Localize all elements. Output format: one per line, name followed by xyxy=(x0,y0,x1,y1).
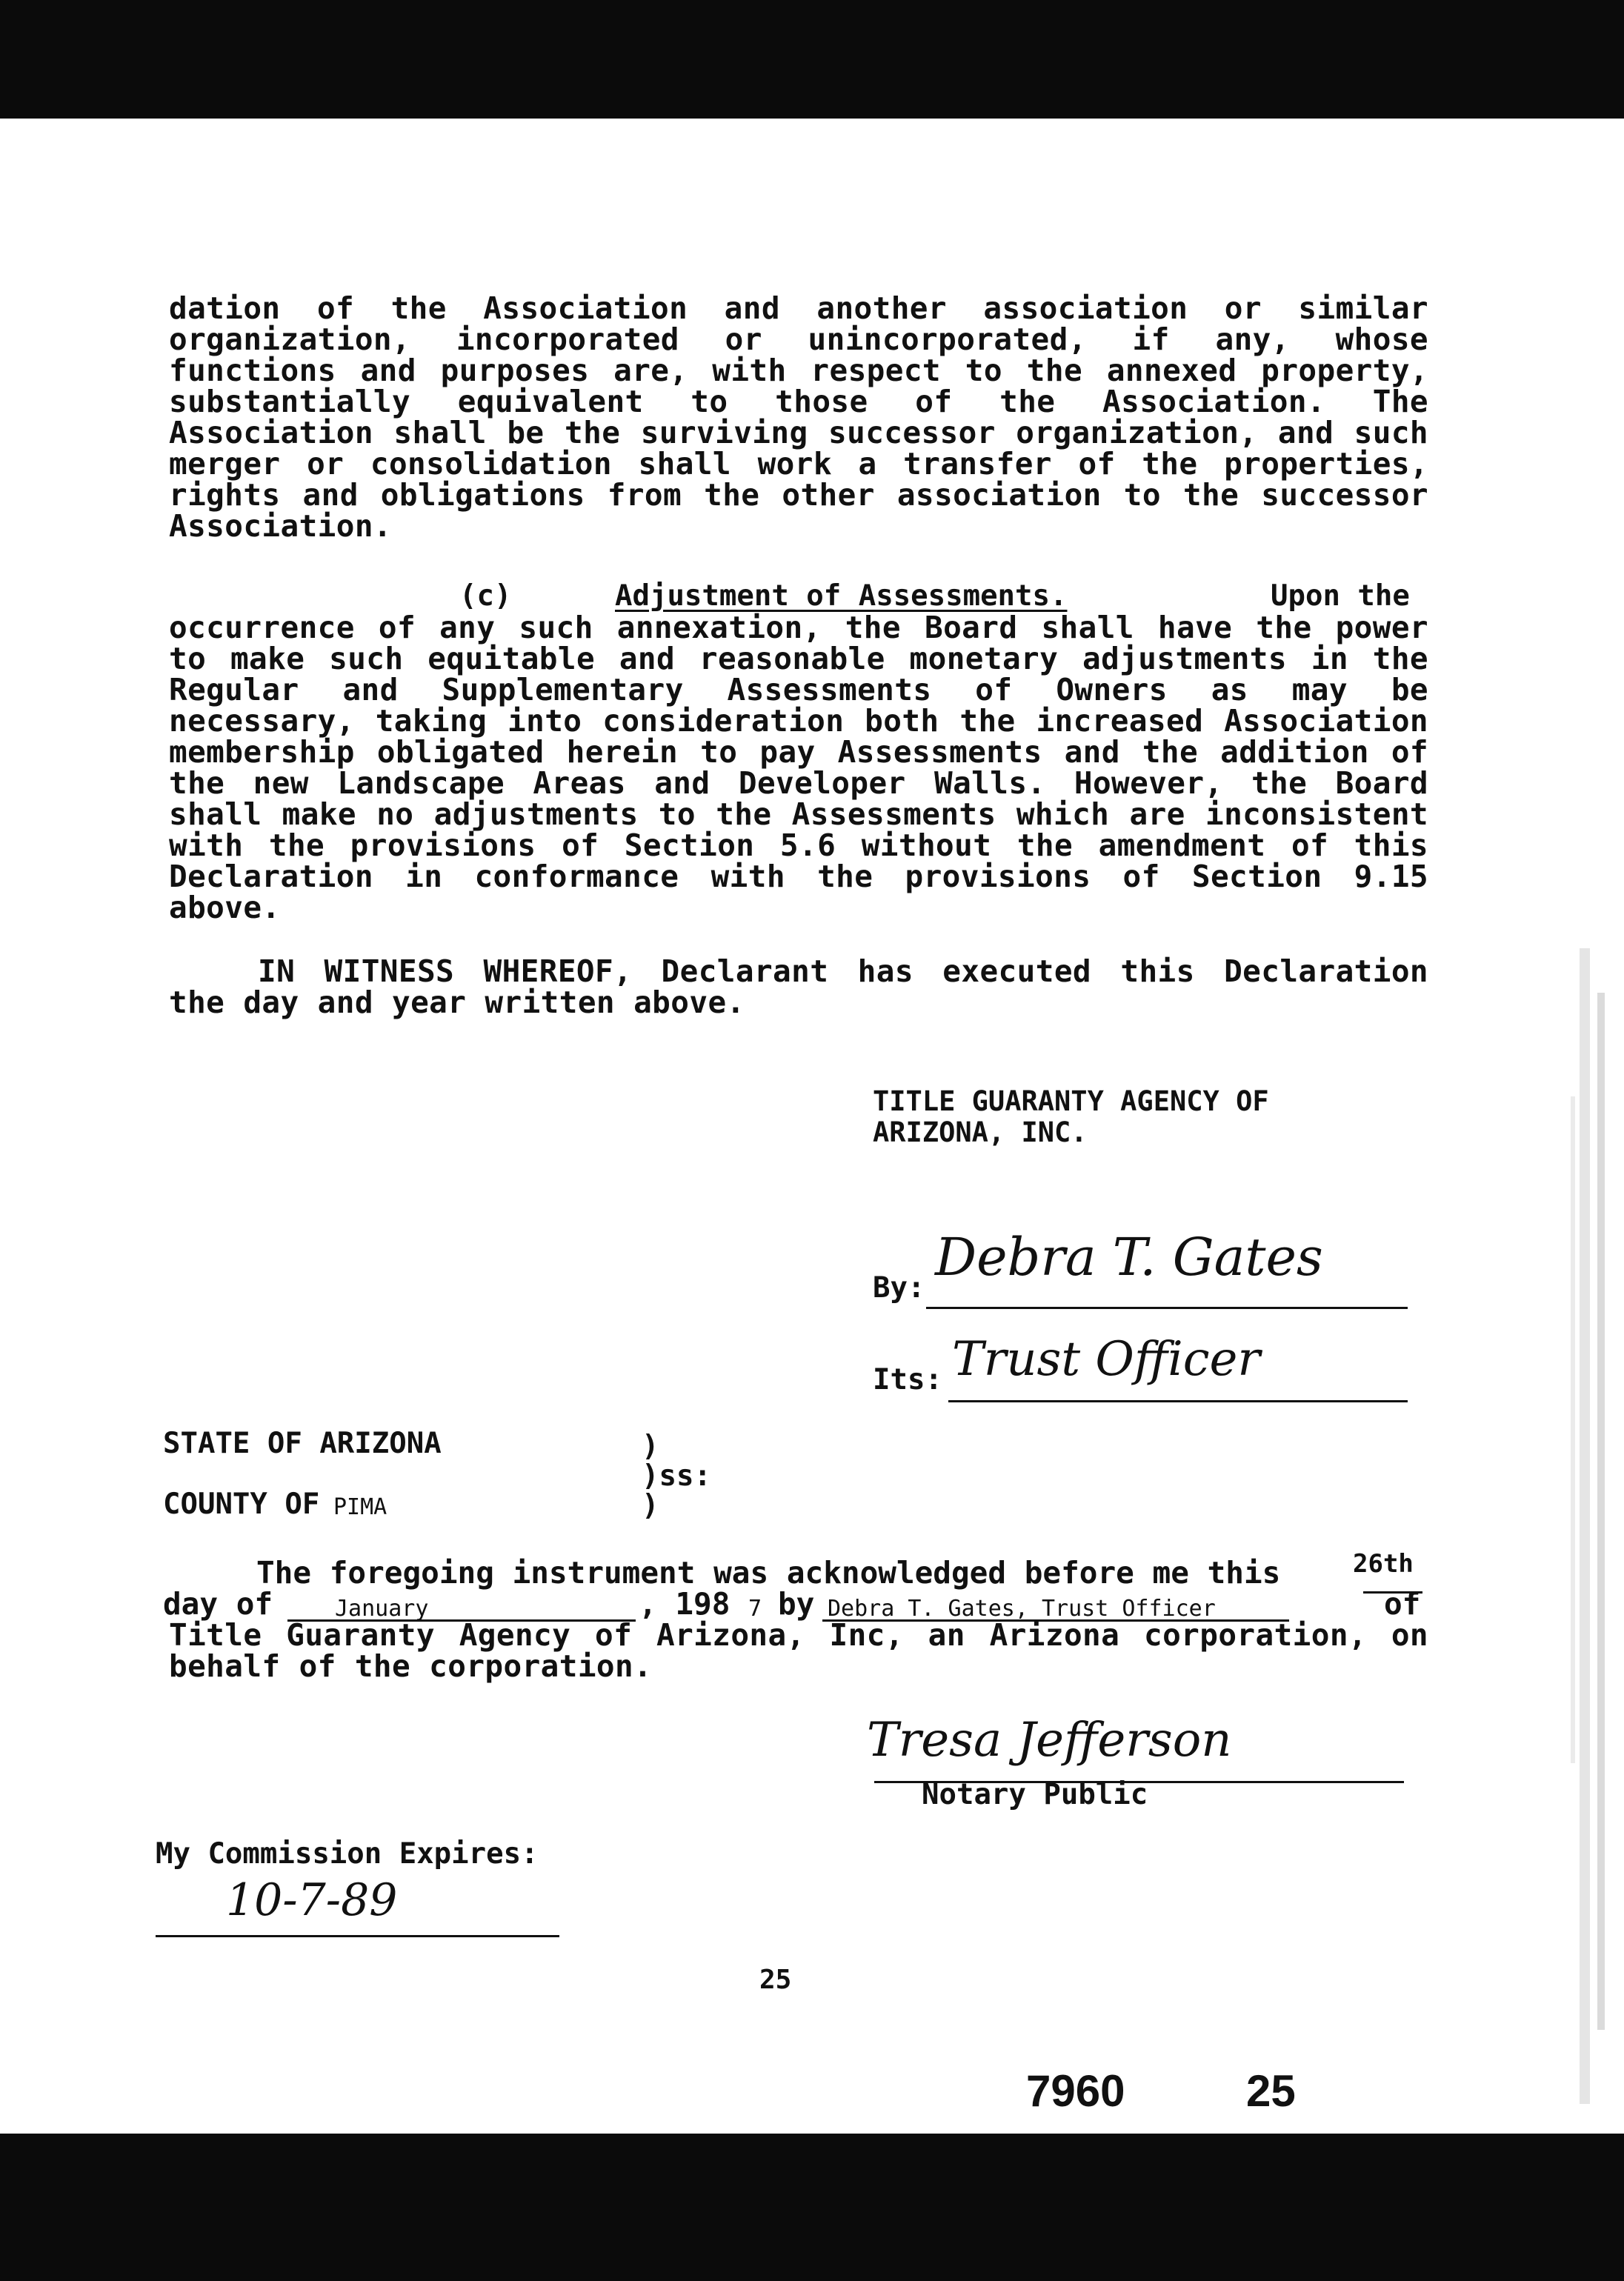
paragraph-merger: dation of the Association and another association or similar organization, incorporated or unincorporated, if any, whose functions and purposes are, with respect to the annexed property, substantially equivalent to those of the Association. The Association shall be the surviving successor organization, and such merger or consolidation shall work a transfer of the properties, rights and obligations from the other association to the successor Association. xyxy=(169,290,1428,544)
state-label: STATE OF ARIZONA xyxy=(163,1427,442,1460)
notary-signature: Tresa Jefferson xyxy=(867,1713,1232,1768)
by-signature-line xyxy=(926,1307,1408,1309)
by-signature: Debra T. Gates xyxy=(935,1227,1323,1288)
section-c-lead: Upon the xyxy=(1271,579,1410,613)
company-name-line1: TITLE GUARANTY AGENCY OF xyxy=(873,1085,1269,1117)
ack-day-line xyxy=(1363,1591,1422,1594)
ack-year-prefix: , 198 xyxy=(639,1586,731,1622)
ack-part1: The foregoing instrument was acknowledged before me this xyxy=(256,1555,1281,1591)
page-number: 25 xyxy=(759,1965,792,1995)
scan-edge-noise xyxy=(1565,948,1624,2104)
commission-date: 10-7-89 xyxy=(226,1874,398,1926)
county-label: COUNTY OF xyxy=(163,1488,320,1521)
scan-border-bottom xyxy=(0,2134,1624,2281)
ack-by: by xyxy=(778,1586,815,1622)
ack-of: of xyxy=(1384,1586,1421,1622)
witness-clause: IN WITNESS WHEREOF, Declarant has executed this Declaration the day and year written above. xyxy=(169,953,1428,1020)
ack-year-digit: 7 xyxy=(748,1596,762,1622)
venue-paren-1: ) xyxy=(642,1430,659,1463)
ack-name: Debra T. Gates, Trust Officer xyxy=(828,1596,1216,1622)
company-name-line2: ARIZONA, INC. xyxy=(873,1116,1088,1148)
commission-date-line xyxy=(156,1935,559,1937)
section-c-heading: Adjustment of Assessments. xyxy=(615,579,1068,613)
recording-stamp-page: 25 xyxy=(1246,2066,1296,2116)
venue-paren-ss: )ss: xyxy=(642,1459,711,1493)
ack-day: 26th xyxy=(1353,1549,1414,1579)
by-label: By: xyxy=(873,1271,925,1305)
section-c-label: (c) xyxy=(459,579,512,613)
its-label: Its: xyxy=(873,1363,942,1396)
ack-dayof: day of xyxy=(163,1586,273,1622)
its-signature: Trust Officer xyxy=(952,1332,1260,1387)
recording-stamp-book: 7960 xyxy=(1026,2066,1125,2116)
county-value: PIMA xyxy=(333,1494,387,1520)
notary-label: Notary Public xyxy=(922,1778,1148,1811)
paragraph-section-c: occurrence of any such annexation, the Board shall have the power to make such equitable and reasonable monetary adjustments in the Regular and Supplementary Assessments of Owners as may be necessary, taking into consideration both the increased Association membership obligated herein to pay Assessments and the addition of the new Landscape Areas and Developer Walls. However, the Board shall make no adjustments to the Assessments which are inconsistent with the provisions of Section 5.6 without the amendment of this Declaration in conformance with the provisions of Section 9.15 above. xyxy=(169,610,1428,925)
venue-paren-3: ) xyxy=(642,1489,659,1522)
its-signature-line xyxy=(948,1400,1408,1402)
ack-rest: Title Guaranty Agency of Arizona, Inc, an Arizona corporation, on behalf of the corporation. xyxy=(169,1617,1428,1684)
commission-label: My Commission Expires: xyxy=(156,1837,539,1871)
scan-border-top xyxy=(0,0,1624,119)
ack-month: January xyxy=(335,1596,429,1622)
